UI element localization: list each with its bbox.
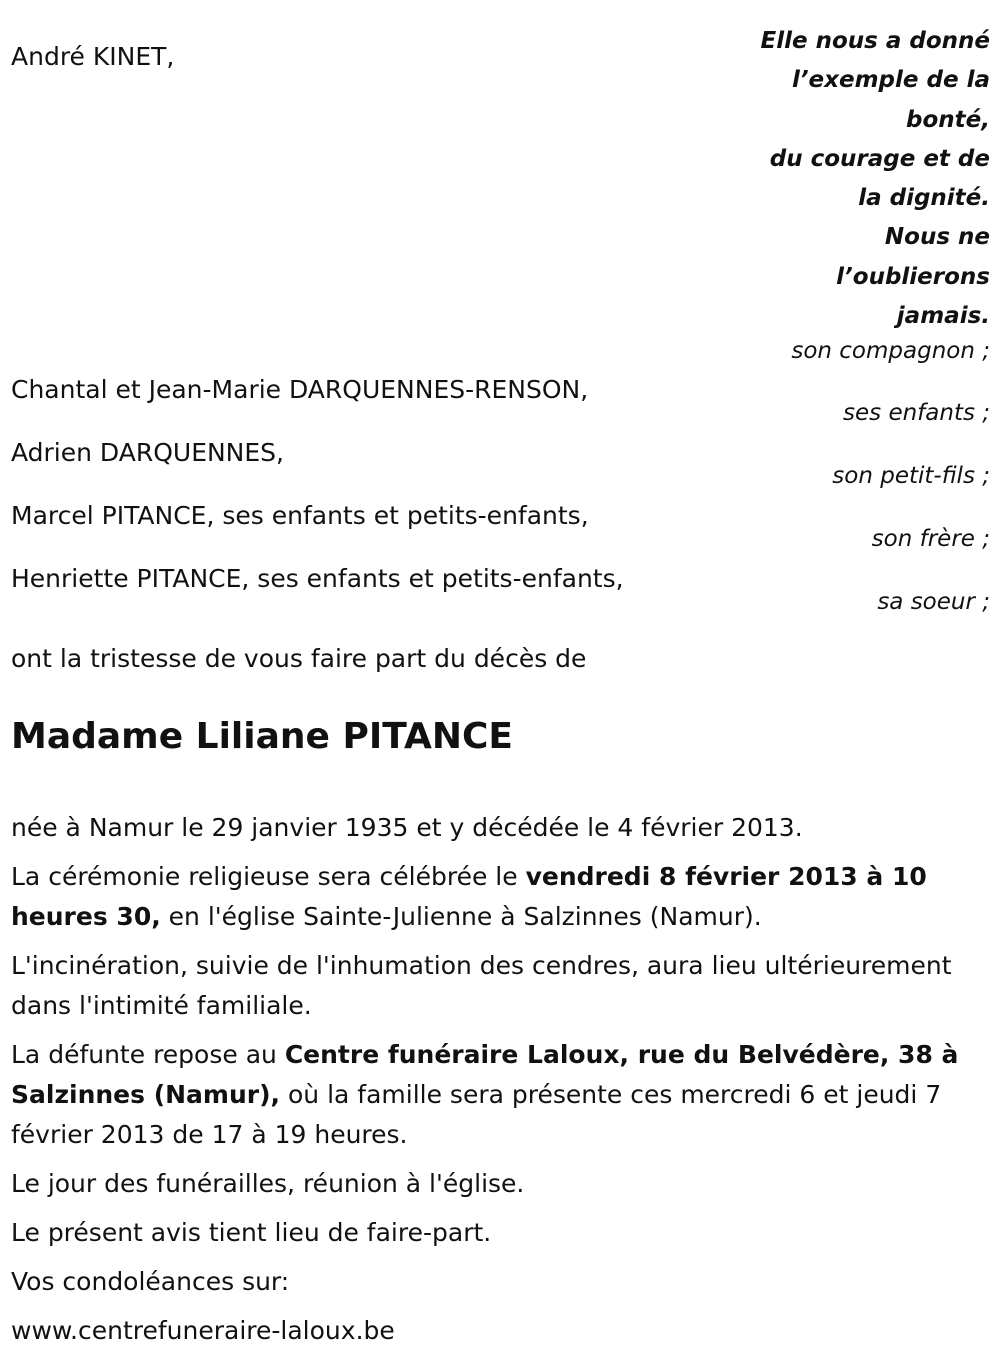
quote-line: l’exemple de la [791,67,990,94]
ceremony-datetime: vendredi 8 février 2013 à 10 heures 30, [11,862,927,931]
mourner-name-children: Chantal et Jean-Marie DARQUENNES-RENSON, [11,375,589,404]
mourner-relation-brother: son frère ; [871,526,990,552]
deceased-name: Madame Liliane PITANCE [11,716,514,757]
quote-line: Elle nous a donné [760,28,990,54]
ceremony-location: en l'église Sainte-Julienne à Salzinnes (Namur). [160,902,762,931]
quote-line: Nous ne [884,224,990,251]
mourner-name-grandson: Adrien DARQUENNES, [11,438,284,467]
website-link[interactable]: www.centrefuneraire-laloux.be [11,1316,395,1345]
mourner-relation-companion: son compagnon ; [791,338,990,364]
memorial-quote [750,22,990,336]
meeting-info: Le jour des funérailles, réunion à l'église. [11,1169,525,1198]
quote-line: l’oublierons [836,263,990,290]
ceremony-prefix: La cérémonie religieuse sera célébrée le [11,862,526,891]
condolences-label: Vos condoléances sur: [11,1267,290,1296]
ceremony-info [11,857,986,937]
mourner-relation-sister: sa soeur ; [877,589,990,615]
mourner-relation-children: ses enfants ; [843,400,990,426]
mourner-name-companion: André KINET, [11,42,175,71]
repose-info [11,1035,986,1155]
quote-line: la dignité. [858,185,990,212]
repose-place: Centre funéraire Laloux, rue du Belvédère, 38 à Salzinnes (Namur), [11,1040,959,1109]
quote-line: du courage et de [769,145,990,172]
birth-death-info: née à Namur le 29 janvier 1935 et y décédée le 4 février 2013. [11,813,803,842]
notice-statement: Le présent avis tient lieu de faire-part. [11,1218,492,1247]
mourner-name-sister: Henriette PITANCE, ses enfants et petits-enfants, [11,564,624,593]
mourner-name-brother: Marcel PITANCE, ses enfants et petits-enfants, [11,501,589,530]
repose-visiting-hours: où la famille sera présente ces mercredi 6 et jeudi 7 février 2013 de 17 à 19 heures. [11,1080,942,1149]
repose-prefix: La défunte repose au [11,1040,285,1069]
quote-line: bonté, [906,106,990,133]
quote-line: jamais. [896,303,990,330]
announcement-text: ont la tristesse de vous faire part du décès de [11,644,587,673]
notice-body [11,808,986,1360]
incineration-info: L'incinération, suivie de l'inhumation des cendres, aura lieu ultérieurement dans l'intimité familiale. [11,951,952,1020]
mourner-relation-grandson: son petit-fils ; [832,463,990,489]
